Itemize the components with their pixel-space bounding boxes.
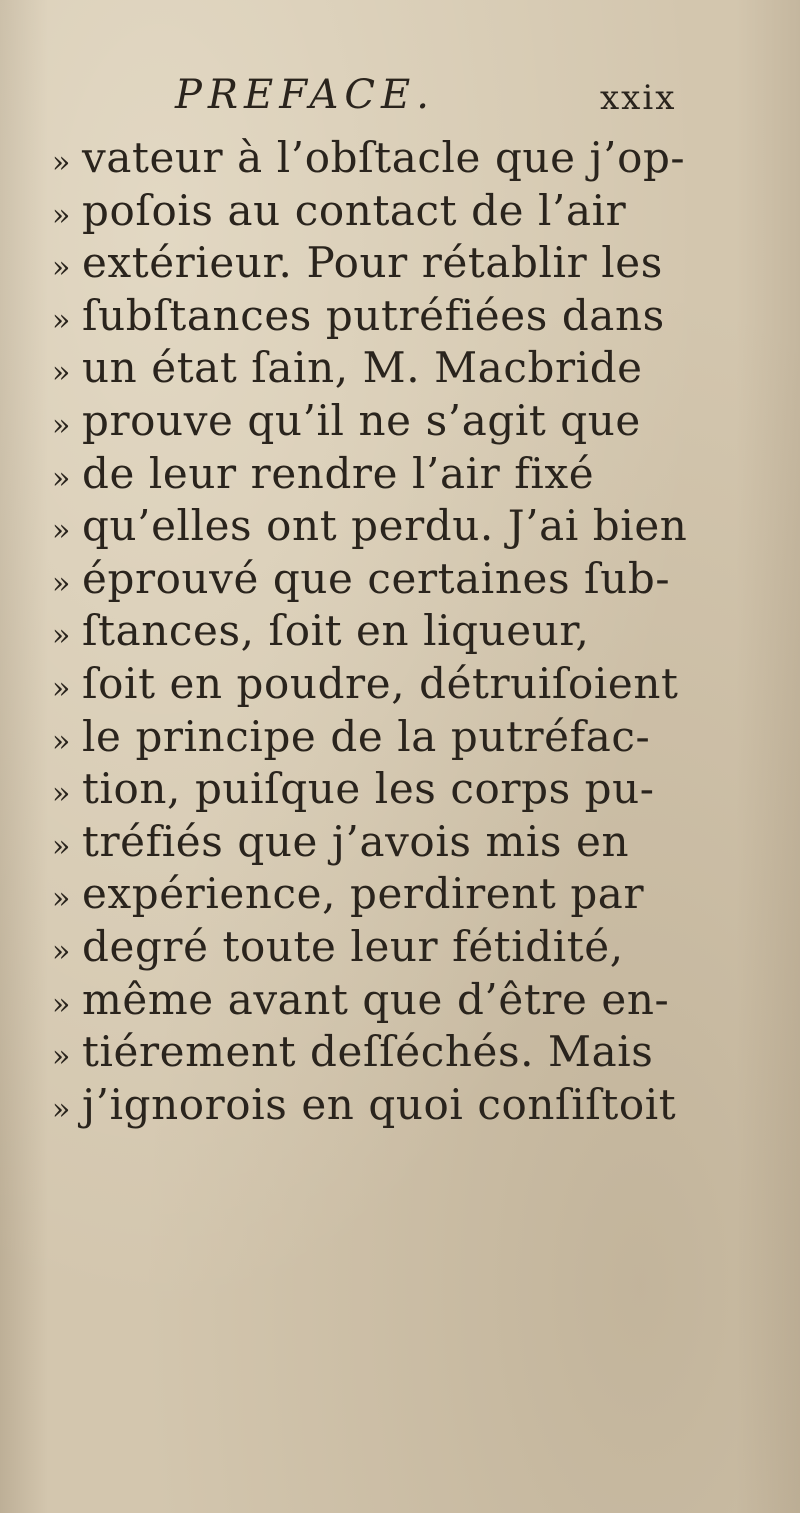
- quote-mark: »: [52, 302, 71, 338]
- line-text: éprouvé que certaines ſub-: [82, 553, 671, 603]
- text-line: [52, 711, 782, 764]
- text-line: [52, 395, 782, 448]
- text-line: [52, 342, 782, 395]
- line-text: un état ſain, M. Macbride: [82, 343, 643, 393]
- quote-mark: »: [52, 565, 71, 601]
- line-text: ſtances, ſoit en liqueur,: [82, 606, 590, 656]
- text-line: [52, 1079, 782, 1132]
- quote-mark: »: [52, 1039, 71, 1075]
- body-text: [52, 132, 782, 1131]
- quote-mark: »: [52, 407, 71, 443]
- text-line: [52, 605, 782, 658]
- quote-mark: »: [52, 670, 71, 706]
- quote-mark: »: [52, 828, 71, 864]
- quote-mark: »: [52, 513, 71, 549]
- page-number: xxix: [600, 78, 677, 118]
- line-text: même avant que d’être en-: [82, 974, 670, 1024]
- line-text: tion, puiſque les corps pu-: [82, 764, 655, 814]
- text-line: [52, 868, 782, 921]
- line-text: j’ignorois en quoi conſiſtoit: [82, 1079, 677, 1129]
- quote-mark: »: [52, 355, 71, 391]
- quote-mark: »: [52, 723, 71, 759]
- text-line: [52, 763, 782, 816]
- text-line: [52, 185, 782, 238]
- line-text: degré toute leur fétidité,: [82, 921, 624, 971]
- quote-mark: »: [52, 197, 71, 233]
- quote-mark: »: [52, 618, 71, 654]
- line-text: prouve qu’il ne s’agit que: [82, 395, 641, 445]
- text-line: [52, 237, 782, 290]
- line-text: ſubſtances putréfiées dans: [82, 290, 665, 340]
- text-line: [52, 448, 782, 501]
- quote-mark: »: [52, 776, 71, 812]
- quote-mark: »: [52, 250, 71, 286]
- line-text: le principe de la putréfac-: [82, 711, 651, 761]
- text-line: [52, 816, 782, 869]
- text-line: [52, 553, 782, 606]
- line-text: de leur rendre l’air fixé: [82, 448, 595, 498]
- line-text: tréfiés que j’avois mis en: [82, 816, 630, 866]
- quote-mark: »: [52, 986, 71, 1022]
- line-text: poſois au contact de l’air: [82, 185, 627, 235]
- quote-mark: »: [52, 1091, 71, 1127]
- line-text: tiérement deſſéchés. Mais: [82, 1027, 654, 1077]
- line-text: expérience, perdirent par: [82, 869, 645, 919]
- page-header: [0, 72, 800, 132]
- text-line: [52, 132, 782, 185]
- quote-mark: »: [52, 881, 71, 917]
- quote-mark: »: [52, 460, 71, 496]
- line-text: qu’elles ont perdu. J’ai bien: [82, 501, 688, 551]
- quote-mark: »: [52, 933, 71, 969]
- text-line: [52, 974, 782, 1027]
- line-text: vateur à l’obſtacle que j’op-: [82, 133, 686, 182]
- text-line: [52, 1026, 782, 1079]
- text-line: [52, 921, 782, 974]
- quote-mark: »: [52, 145, 71, 180]
- text-line: [52, 500, 782, 553]
- running-head: PREFACE.: [175, 72, 435, 118]
- text-line: [52, 658, 782, 711]
- line-text: ſoit en poudre, détruiſoient: [82, 658, 679, 708]
- text-line: [52, 290, 782, 343]
- line-text: extérieur. Pour rétablir les: [82, 238, 663, 288]
